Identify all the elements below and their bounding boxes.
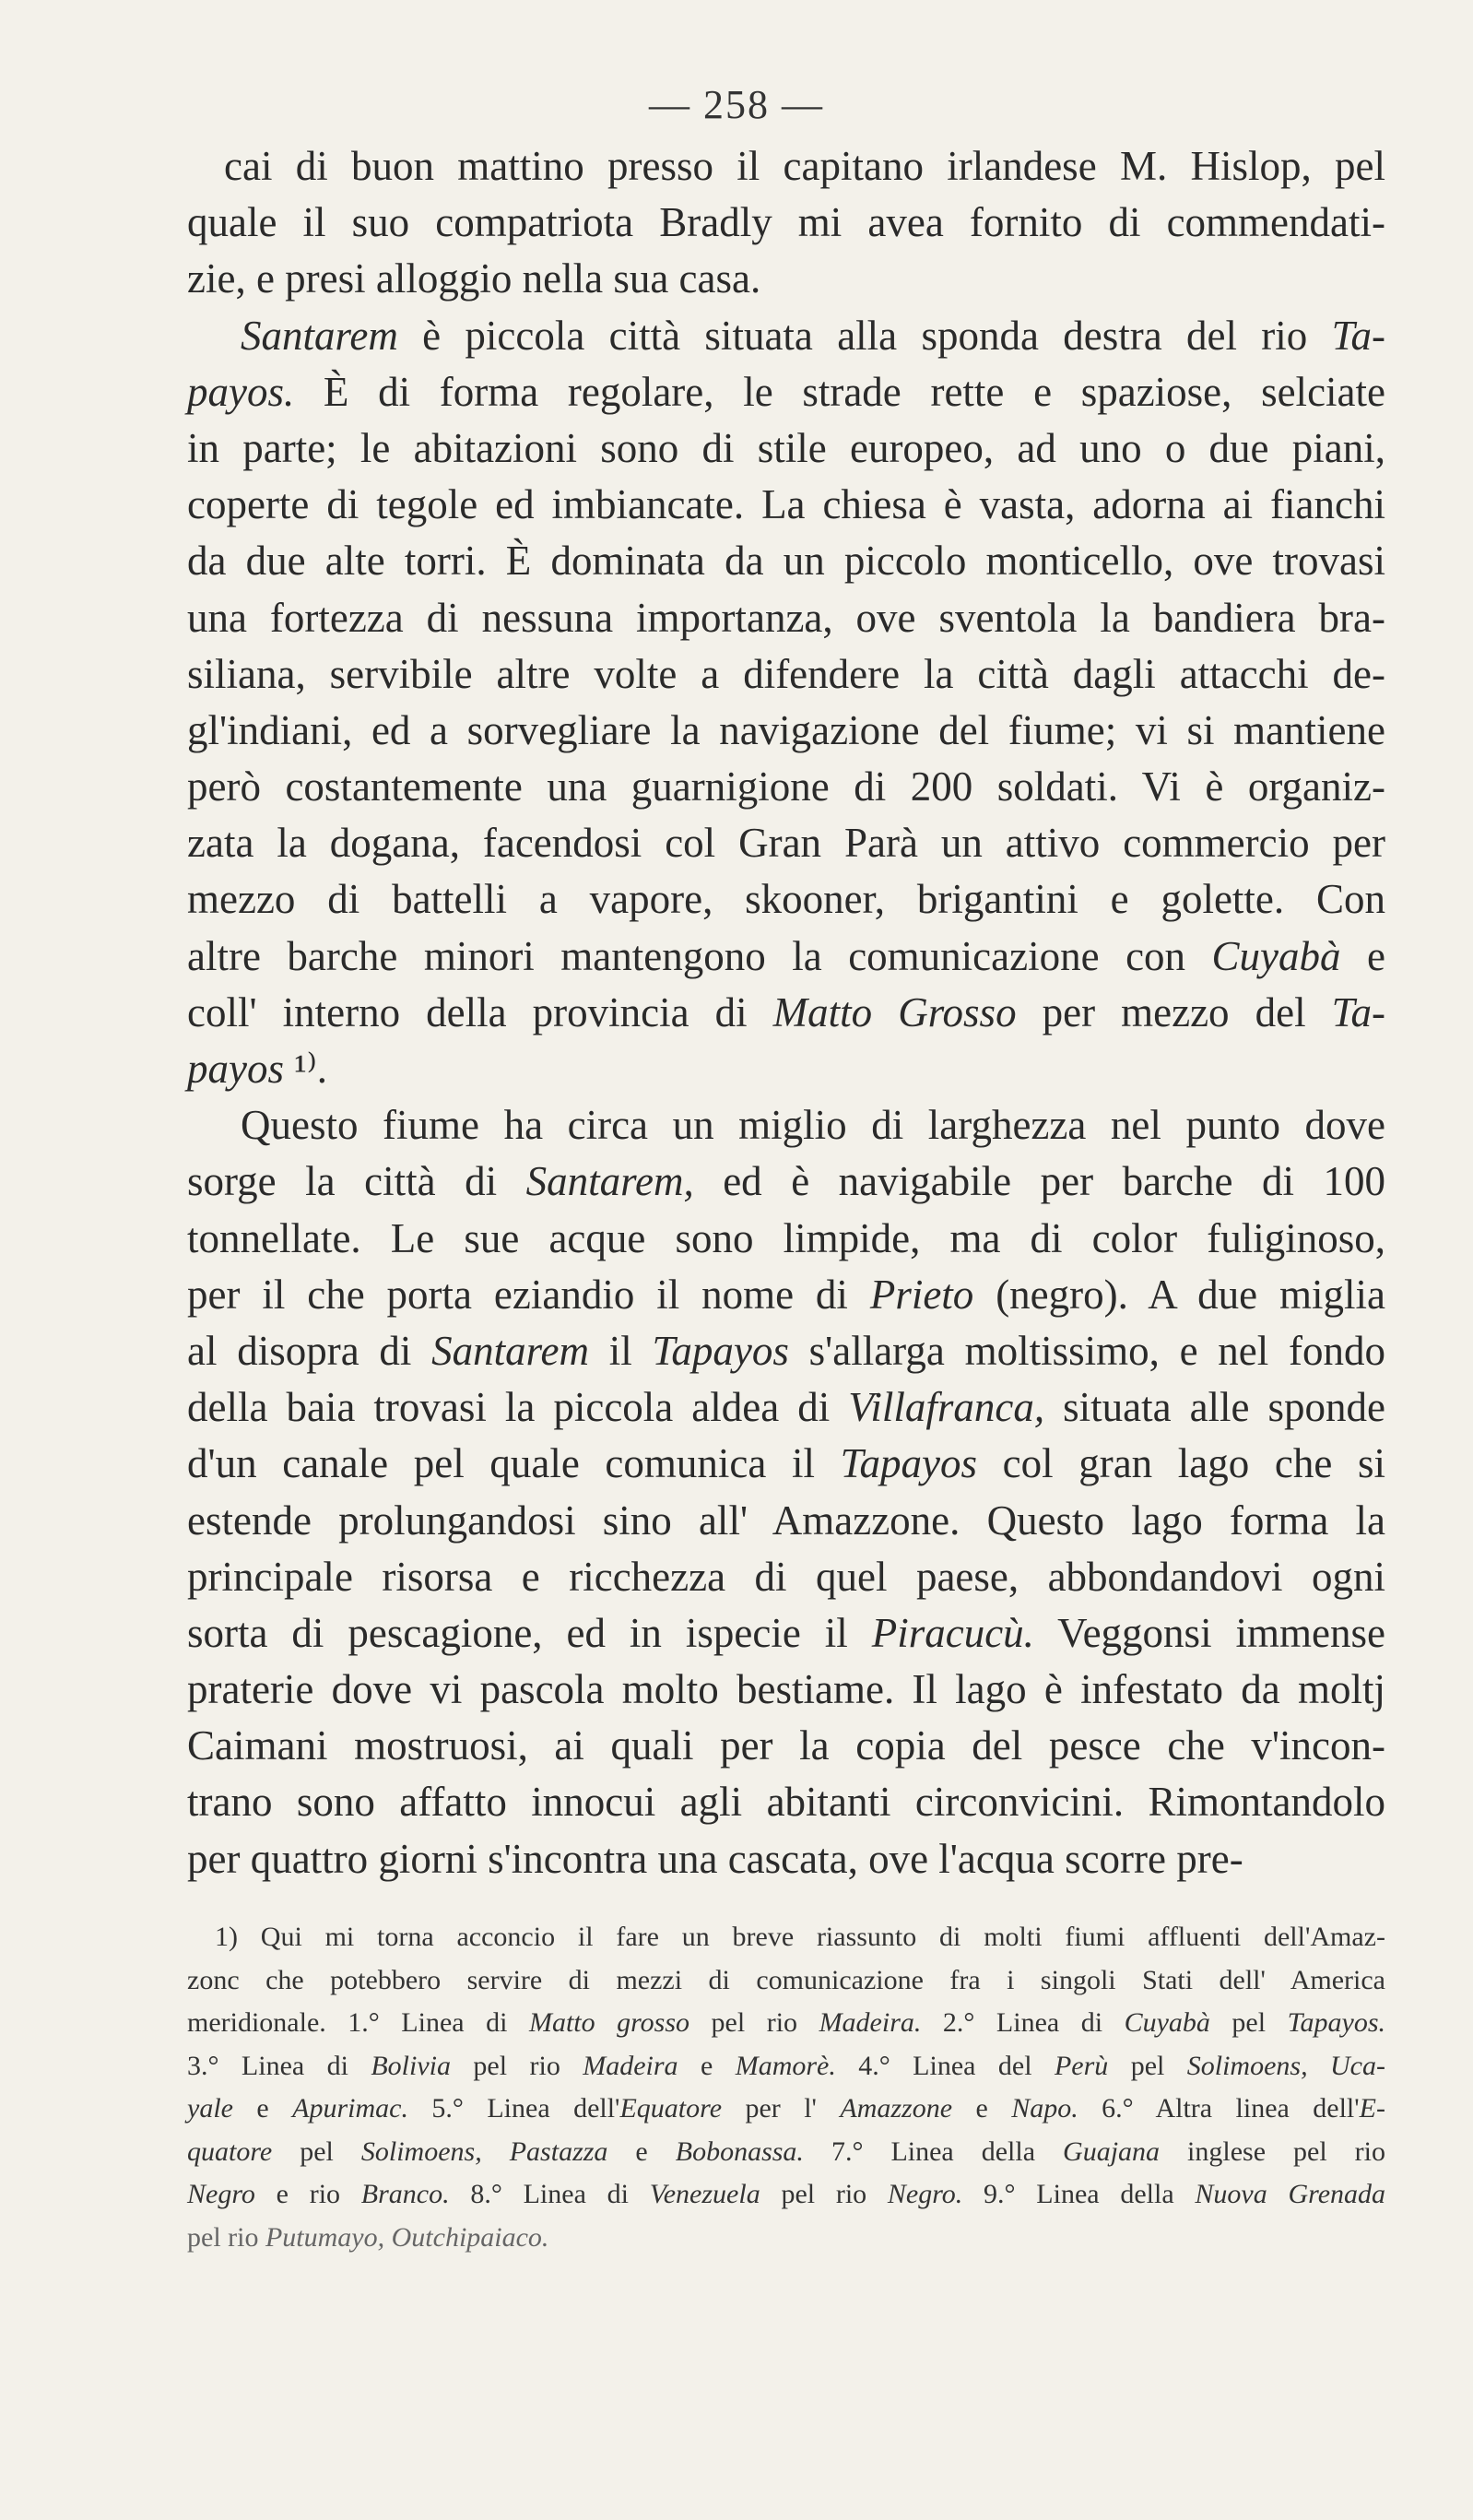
text-line [187, 251, 1385, 307]
text-line [187, 1662, 1385, 1718]
text-line [187, 1097, 1385, 1154]
text-run: pel [1108, 2050, 1187, 2081]
text-line [187, 1774, 1385, 1830]
italic-text: Santarem [431, 1327, 589, 1374]
text-run: Veggonsi immense [1033, 1609, 1385, 1656]
text-run: Caimani mostruosi, ai quali per la copia del pesce che v'incon- [187, 1722, 1385, 1769]
footnote-line [187, 2088, 1385, 2131]
italic-text: Cuyabà [1211, 932, 1341, 979]
footnote-line [187, 1959, 1385, 2003]
italic-text: Bobonassa. [675, 2135, 804, 2167]
text-line [187, 420, 1385, 477]
italic-text: Bolivia [371, 2050, 452, 2081]
italic-text: Solimoens, [360, 2135, 482, 2167]
text-run: sorta di pescagione, ed in ispecie il [187, 1609, 872, 1656]
text-line [187, 815, 1385, 871]
text-run: e [952, 2093, 1012, 2124]
footnote-line [187, 2217, 1385, 2260]
text-line [187, 1605, 1385, 1662]
text-run: estende prolungandosi sino all' Amazzone. Questo lago forma la [187, 1497, 1385, 1544]
text-run: coperte di tegole ed imbiancate. La chiesa è vasta, adorna ai fianchi [187, 481, 1385, 528]
text-run: siliana, servibile altre volte a difendere la città dagli attacchi de- [187, 650, 1385, 697]
italic-text: Mamorè. [735, 2050, 836, 2081]
text-run: però costantemente una guarnigione di 200 soldati. Vi è organiz- [187, 763, 1385, 810]
text-run: tonnellate. Le sue acque sono limpide, ma di color fuliginoso, [187, 1214, 1385, 1261]
text-run: zata la dogana, facendosi col Gran Parà un attivo commercio per [187, 820, 1385, 867]
text-run: 8.° Linea di [449, 2179, 650, 2209]
text-run [482, 2136, 510, 2167]
text-run: situata alle sponde [1044, 1384, 1386, 1431]
text-line [187, 985, 1385, 1041]
text-run: il [589, 1327, 653, 1374]
text-run: 9.° Linea della [962, 2179, 1196, 2209]
text-run: da due alte torri. È dominata da un piccolo monticello, ove trovasi [187, 538, 1385, 585]
text-run: col gran lago che si [977, 1440, 1385, 1487]
text-run: pel [272, 2135, 361, 2167]
italic-text: Branco. [360, 2179, 450, 2209]
text-line [187, 1493, 1385, 1549]
text-run: in parte; le abitazioni sono di stile europeo, ad uno o due piani, [187, 424, 1385, 471]
text-line [187, 533, 1385, 589]
text-line [187, 590, 1385, 646]
text-run: È di forma regolare, le strade rette e spaziose, selciate [294, 368, 1385, 415]
italic-text: payos. [187, 368, 295, 415]
text-line [187, 1831, 1385, 1887]
italic-text: Perù [1054, 2050, 1109, 2081]
text-line [187, 1041, 1385, 1097]
text-line [187, 364, 1385, 420]
text-run: e rio [254, 2179, 361, 2209]
text-run: pel rio [689, 2007, 819, 2038]
text-run: pel [1209, 2007, 1288, 2038]
italic-text: Cuyabà [1124, 2007, 1210, 2038]
text-line [187, 1154, 1385, 1210]
text-run: mezzo di battelli a vapore, skooner, brigantini e golette. Con [187, 876, 1385, 923]
italic-text: Ta- [1331, 312, 1385, 359]
text-line [187, 1436, 1385, 1492]
italic-text: Santarem, [525, 1158, 694, 1205]
text-run: è piccola città situata alla sponda destra del rio [397, 312, 1332, 359]
text-line [187, 759, 1385, 815]
footnote-line [187, 2002, 1385, 2045]
text-run: s'allarga moltissimo, e nel fondo [788, 1327, 1385, 1374]
text-run: 6.° Altra linea dell' [1078, 2093, 1360, 2124]
text-line [187, 1211, 1385, 1267]
text-run: e [607, 2135, 676, 2167]
text-line [187, 646, 1385, 703]
text-run: d'un canale pel quale comunica il [187, 1440, 841, 1487]
italic-text: quatore [187, 2135, 273, 2167]
text-line [187, 1323, 1385, 1379]
text-run: per quattro giorni s'incontra una cascata, ove l'acqua scorre pre- [187, 1835, 1243, 1882]
text-line [187, 477, 1385, 533]
italic-text: Putumayo, Outchipaiaco. [265, 2221, 549, 2253]
text-run: zie, e presi alloggio nella sua casa. [187, 255, 761, 302]
footnote-line [187, 1916, 1385, 1959]
text-run: ed è navigabile per barche di 100 [693, 1158, 1385, 1205]
text-line [187, 871, 1385, 928]
text-run: zonc che potebbero servire di mezzi di comunicazione fra i singoli Stati dell' America [187, 1964, 1385, 1995]
text-run: al disopra di [187, 1327, 432, 1374]
text-run: principale risorsa e ricchezza di quel paese, abbondandovi ogni [187, 1553, 1385, 1600]
text-line [187, 929, 1385, 985]
footnote-line [187, 2131, 1385, 2174]
text-run: 2.° Linea di [921, 2007, 1125, 2038]
italic-text: Napo. [1011, 2093, 1078, 2124]
text-run: inglese pel rio [1160, 2135, 1386, 2167]
italic-text: Uca- [1330, 2050, 1385, 2081]
text-line [187, 1718, 1385, 1774]
text-run: meridionale. 1.° Linea di [187, 2007, 529, 2038]
text-run: pel rio [187, 2221, 265, 2253]
text-run: pel rio [760, 2179, 888, 2209]
text-run: 3.° Linea di [187, 2050, 371, 2081]
italic-text: Prieto [869, 1271, 974, 1318]
page-number: — 258 — [649, 82, 824, 127]
text-line [187, 1549, 1385, 1605]
italic-text: Matto grosso [528, 2007, 690, 2038]
footnotes [187, 1916, 1385, 2259]
text-run: praterie dove vi pascola molto bestiame. Il lago è infestato da moltj [187, 1666, 1385, 1713]
text-run: pel rio [451, 2050, 583, 2081]
text-run: 7.° Linea della [803, 2135, 1064, 2167]
text-run: una fortezza di nessuna importanza, ove sventola la bandiera bra- [187, 594, 1385, 641]
text-run: ¹⁾. [284, 1046, 328, 1092]
italic-text: Ta- [1331, 988, 1385, 1035]
italic-text: Tapayos [652, 1327, 789, 1374]
italic-text: Nuova Grenada [1195, 2179, 1386, 2209]
italic-text: Venezuela [649, 2179, 760, 2209]
italic-text: Pastazza [509, 2135, 608, 2167]
text-run: Questo fiume ha circa un miglio di larghezza nel punto dove [241, 1102, 1385, 1149]
text-run: coll' interno della provincia di [187, 988, 773, 1035]
italic-text: Madeira [583, 2050, 678, 2081]
text-run: sorge la città di [187, 1158, 526, 1205]
text-run: 1) Qui mi torna acconcio il fare un breve riassunto di molti fiumi affluenti dell'Amaz- [215, 1922, 1385, 1952]
italic-text: Tapayos. [1287, 2007, 1386, 2038]
text-run: della baia trovasi la piccola aldea di [187, 1384, 849, 1431]
italic-text: Tapayos [840, 1440, 977, 1487]
text-line [187, 703, 1385, 759]
text-run: altre barche minori mantengono la comunicazione con [187, 932, 1212, 979]
italic-text: Villafranca, [848, 1384, 1045, 1431]
body-text [187, 138, 1385, 1887]
italic-text: Negro [187, 2179, 255, 2209]
text-run: gl'indiani, ed a sorvegliare la navigazione del fiume; vi si mantiene [187, 706, 1385, 753]
footnote-line [187, 2045, 1385, 2088]
italic-text: Madeira. [819, 2007, 922, 2038]
text-line [187, 1379, 1385, 1436]
text-run: 4.° Linea del [835, 2050, 1055, 2081]
italic-text: Equatore [619, 2093, 723, 2124]
text-run: e [232, 2093, 293, 2124]
text-run: per il che porta eziandio il nome di [187, 1271, 870, 1318]
italic-text: payos [187, 1046, 284, 1092]
text-line [187, 138, 1385, 195]
footnote-line [187, 2173, 1385, 2217]
text-run: quale il suo compatriota Bradly mi avea fornito di commendati- [187, 199, 1385, 246]
italic-text: Matto Grosso [772, 988, 1017, 1035]
text-run: e [678, 2050, 736, 2081]
italic-text: Santarem [241, 312, 398, 359]
italic-text: Negro. [887, 2179, 963, 2209]
text-run: e [1340, 932, 1385, 979]
text-line [187, 1267, 1385, 1323]
text-line [187, 195, 1385, 251]
text-run: 5.° Linea dell' [407, 2093, 620, 2124]
italic-text: yale [187, 2093, 233, 2124]
italic-text: Piracucù. [871, 1609, 1034, 1656]
italic-text: E- [1359, 2093, 1385, 2124]
italic-text: Amazzone [840, 2093, 953, 2124]
italic-text: Apurimac. [292, 2093, 408, 2124]
text-run: cai di buon mattino presso il capitano irlandese M. Hislop, pel [224, 143, 1385, 189]
text-run [1308, 2051, 1330, 2081]
italic-text: Guajana [1063, 2135, 1161, 2167]
text-run: trano sono affatto innocui agli abitanti circonvicini. Rimontandolo [187, 1779, 1385, 1826]
italic-text: Solimoens, [1186, 2050, 1308, 2081]
text-run: (negro). A due miglia [973, 1271, 1386, 1318]
text-run: per l' [722, 2093, 841, 2124]
text-run: per mezzo del [1016, 988, 1332, 1035]
text-line [187, 308, 1385, 364]
